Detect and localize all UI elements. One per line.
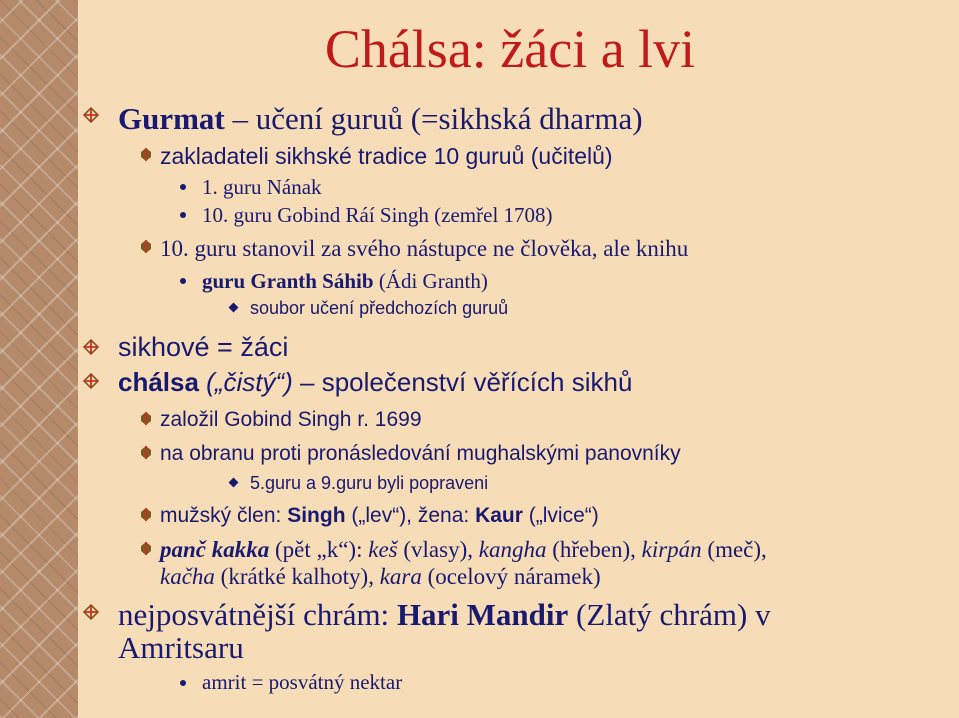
- level1-bullet-icon: [82, 338, 100, 356]
- level2-bullet-icon: [138, 410, 154, 427]
- level3-bullet: [180, 184, 186, 190]
- slide-title: Chálsa: žáci a lvi: [324, 19, 696, 79]
- level2-bullet-icon: [138, 146, 154, 163]
- level3-bullet: [180, 680, 186, 686]
- guru-nanak-line: 1. guru Nának: [202, 175, 322, 199]
- guru-gobind-line: 10. guru Gobind Ráí Singh (zemřel 1708): [202, 203, 553, 227]
- level2-bullet-icon: [138, 540, 154, 557]
- sikhs-line: sikhové = žáci: [118, 332, 289, 362]
- level1-bullet-icon: [82, 372, 100, 390]
- member-names-line: mužský člen: Singh („lev“), žena: Kaur („lvice“): [160, 504, 599, 527]
- level3-bullet: [180, 278, 186, 284]
- decorative-side-strip: [0, 0, 78, 718]
- defense-line: na obranu proti pronásledování mughalskými panovníky: [160, 442, 681, 465]
- founded-line: založil Gobind Singh r. 1699: [160, 408, 422, 431]
- founders-line: zakladateli sikhské tradice 10 guruů (učitelů): [160, 143, 613, 169]
- level2-bullet-icon: [138, 506, 154, 523]
- five-k-line-cont: kačha (krátké kalhoty), kara (ocelový náramek): [160, 564, 601, 589]
- level2-bullet-icon: [138, 238, 154, 255]
- khalsa-line: chálsa („čistý“) – společenství věřících sikhů: [118, 367, 633, 397]
- teachings-collection-line: soubor učení předchozích guruů: [250, 298, 509, 318]
- temple-line-cont: Amritsaru: [118, 630, 244, 665]
- level1-bullet-icon: [82, 106, 100, 124]
- granth-sahib-line: guru Granth Sáhib (Ádi Granth): [202, 269, 488, 293]
- level4-bullet: [229, 478, 239, 488]
- successor-line: 10. guru stanovil za svého nástupce ne člověka, ale knihu: [160, 236, 689, 261]
- level1-bullet-icon: [82, 603, 100, 621]
- temple-line: nejposvátnější chrám: Hari Mandir (Zlatý chrám) v: [118, 597, 771, 632]
- gurmat-line: Gurmat – učení guruů (=sikhská dharma): [118, 101, 643, 136]
- executed-gurus-line: 5.guru a 9.guru byli popraveni: [250, 473, 489, 493]
- level3-bullet: [180, 212, 186, 218]
- level2-bullet-icon: [138, 444, 154, 461]
- amrit-line: amrit = posvátný nektar: [202, 670, 403, 694]
- five-k-line: panč kakka (pět „k“): keš (vlasy), kangha (hřeben), kirpán (meč),: [160, 537, 767, 562]
- level4-bullet: [229, 303, 239, 313]
